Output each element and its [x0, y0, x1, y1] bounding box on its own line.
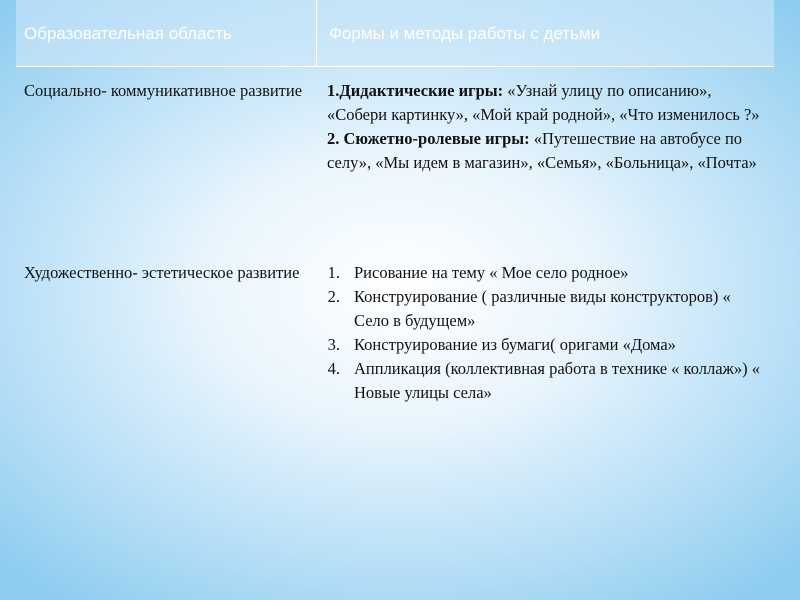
list-item	[316, 333, 774, 357]
didactic-games-title: 1.Дидактические игры:	[327, 81, 504, 100]
area-cell: Художественно- эстетическое развитие	[24, 263, 300, 282]
methods-table	[16, 0, 774, 405]
list-text: Конструирование ( различные виды конструкторов) « Село в будущем»	[354, 287, 731, 330]
list-item	[316, 357, 774, 405]
role-games-text: «Путешествие на автобусе по селу», «Мы идем в магазин», «Семья», «Больница», «Почта»	[327, 129, 757, 172]
methods-cell	[316, 253, 774, 405]
table-row	[16, 253, 774, 405]
list-number: 4.	[327, 359, 340, 378]
list-item	[316, 285, 774, 333]
list-number: 3.	[327, 335, 340, 354]
didactic-games-text: «Узнай улицу по описанию», «Собери картинку», «Мой край родной», «Что изменилось ?»	[327, 81, 760, 124]
list-number: 1.	[327, 263, 340, 282]
table-row	[16, 67, 774, 253]
list-text: Аппликация (коллективная работа в технике « коллаж») « Новые улицы села»	[354, 359, 761, 402]
table-header	[16, 0, 774, 67]
list-item	[316, 261, 774, 285]
list-number: 2.	[327, 287, 340, 306]
list-text: Конструирование из бумаги( оригами «Дома»	[354, 335, 676, 354]
header-methods: Формы и методы работы с детьми	[316, 0, 774, 66]
methods-list	[316, 261, 774, 405]
area-cell: Социально- коммуникативное развитие	[24, 81, 303, 100]
methods-cell	[316, 67, 774, 253]
list-text: Рисование на тему « Мое село родное»	[354, 263, 629, 282]
header-area: Образовательная область	[24, 24, 232, 43]
role-games-title: 2. Сюжетно-ролевые игры:	[327, 129, 530, 148]
